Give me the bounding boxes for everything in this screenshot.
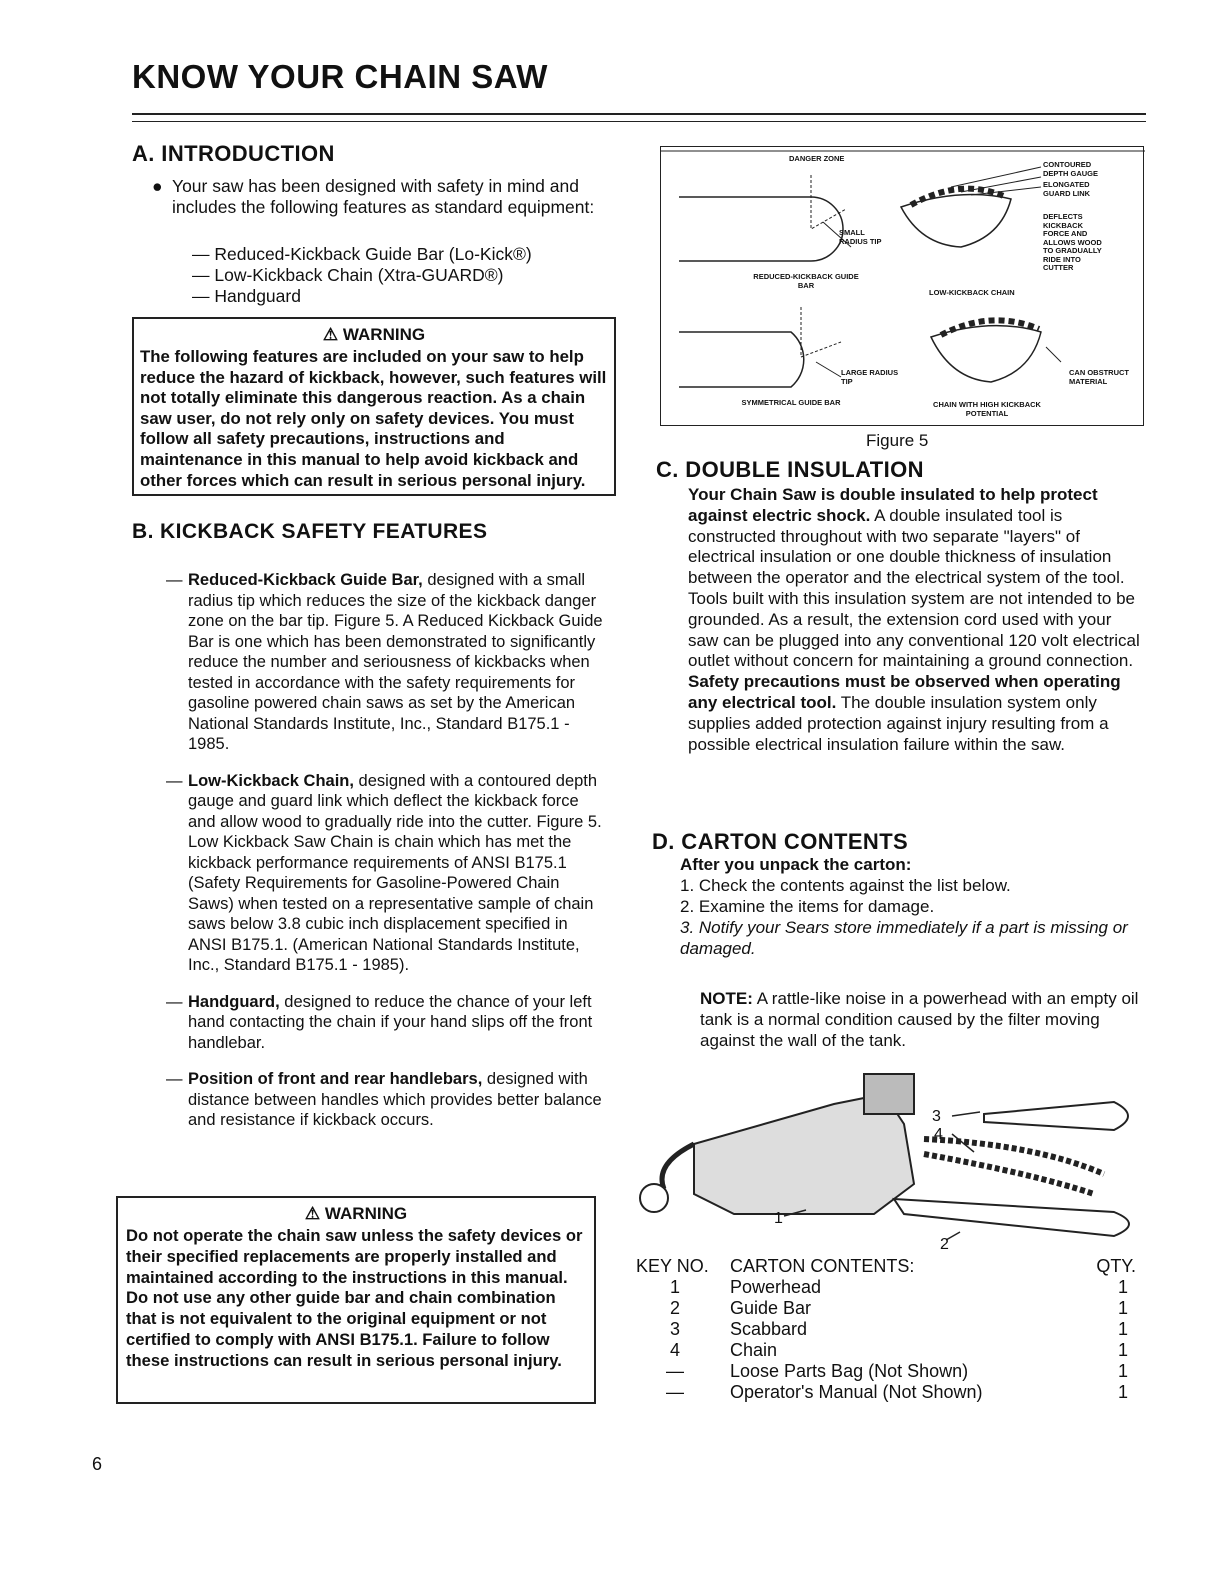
page-number: 6 [92,1454,103,1474]
label-large-radius-tip: LARGE RADIUS TIP [841,368,899,386]
key-3-label: 3 [932,1108,941,1125]
key-2-label: 2 [940,1236,949,1253]
header-carton-contents: CARTON CONTENTS: [730,1256,915,1276]
chainsaw-parts-drawing [634,1064,1144,1254]
reduced-kickback-bar-shape [679,197,843,261]
carton-table [636,1256,1136,1403]
row-key: 2 [670,1298,681,1318]
double-insulation-p2: Tools built with this insulation system are not intended to be grounded. As a result, the extension cord used with your saw can be plugged into any conventional 120 volt electrical outlet without concern for maintaining a ground connection. [688,588,1140,671]
warning-title-1: WARNING [342,325,426,344]
carton-contents-table [636,1256,1136,1403]
title-rule [132,113,1146,115]
kickback-items [166,570,608,1147]
note-label: NOTE: [700,989,753,1008]
warning-triangle-icon: ⚠ [304,1204,321,1223]
kickback-item: — Handguard, designed to reduce the chance of your left hand contacting the chain if your hand slips off the front handlebar. [166,992,593,1052]
kickback-item-text: designed with a small radius tip which reduces the size of the kickback danger zone on the bar tip. Figure 5. A Reduced Kickback Guide Bar is one which has been demonstrated to significantly reduce the number and seriousness of kickbacks when tested in accordance with the safety requirements for gasoline powered chain saws as set by the American National Standards Institute, Inc., Standard B175.1 - 1985. [188,571,603,753]
label-danger-zone: DANGER ZONE [789,154,845,163]
figure-5-caption: Figure 5 [866,431,929,450]
header-key-no: KEY NO. [636,1256,709,1276]
row-item: Loose Parts Bag (Not Shown) [730,1361,969,1381]
key-4-label: 4 [934,1126,943,1143]
carton-note [700,988,1140,1051]
double-insulation-body [688,485,1140,755]
page-title: KNOW YOUR CHAIN SAW [132,58,548,95]
title-rule-thin [132,121,1146,122]
row-qty: 1 [1117,1340,1128,1360]
row-item: Scabbard [730,1319,808,1339]
double-insulation-p3-bold: Safety precautions must be observed when operating any electrical tool. [688,672,1121,712]
row-qty: 1 [1117,1361,1128,1381]
label-contoured-depth-gauge: CONTOURED DEPTH GAUGE [1043,160,1099,178]
guide-bar-shape [894,1199,1129,1236]
feature-item: — Low-Kickback Chain (Xtra-GUARD®) [192,265,504,285]
bullet-icon: ● [152,176,163,196]
label-can-obstruct: CAN OBSTRUCT MATERIAL [1069,368,1129,386]
feature-item: — Reduced-Kickback Guide Bar (Lo-Kick®) [192,244,532,264]
figure-5 [660,146,1144,426]
table-row [636,1298,1136,1319]
table-header-row [636,1256,1136,1277]
kickback-item-lead: Low-Kickback Chain, [188,771,354,790]
label-low-kickback-chain: LOW-KICKBACK CHAIN [929,288,1015,297]
double-insulation-p3-text: The double insulation system only supplies added protection against injury resulting from a possible electrical insulation failure within the saw. [688,692,1109,754]
warning-title-2: WARNING [324,1204,408,1223]
row-qty: 1 [1117,1382,1128,1402]
feature-item: — Handguard [192,286,301,306]
label-reduced-kickback-guide-bar: REDUCED-KICKBACK GUIDE BAR [753,272,859,290]
kickback-item-lead: Reduced-Kickback Guide Bar, [188,571,423,589]
kickback-item-lead: Position of front and rear handlebars, [188,1070,483,1088]
double-insulation-p3 [688,672,1140,755]
kickback-item: — Reduced-Kickback Guide Bar, designed with a small radius tip which reduces the size of the kickback danger zone on the bar tip. Figure 5. A Reduced Kickback Guide Bar is one which has been demonstrated to significantly reduce the number and seriousness of kickbacks when tested in accordance with the safety requirements for gasoline powered chain saws as set by the American National Standards Institute, Inc., Standard B175.1 - 1985. [166,571,603,753]
key-1-label: 1 [774,1210,783,1227]
row-key: 3 [670,1319,681,1339]
table-row [636,1361,1136,1382]
row-qty: 1 [1117,1277,1128,1297]
label-deflects-kickback: DEFLECTS KICKBACK FORCE AND ALLOWS WOOD TO GRADUALLY RIDE INTO CUTTER [1043,212,1102,272]
row-key: — [666,1361,684,1381]
carton-step: 1. Check the contents against the list below. [680,876,1011,895]
carton-illustration [634,1064,1144,1254]
double-insulation-heading: C. DOUBLE INSULATION [656,457,924,482]
row-key: 1 [670,1277,681,1297]
double-insulation-p1-bold: Your Chain Saw is double insulated to help protect against electric shock. [688,485,1098,525]
row-item: Chain [730,1340,778,1360]
carton-subheading: After you unpack the carton: [680,855,912,874]
carton-step: 3. Notify your Sears store immediately if a part is missing or damaged. [680,918,1128,958]
warning-text-2: Do not operate the chain saw unless the safety devices or their specified replacements are properly installed and maintained according to the instructions in this manual. Do not use any other guide bar and chain combination that is not equivalent to the original equipment or not certified to comply with ANSI B175.1. Failure to follow these instructions can result in serious personal injury. [126,1226,583,1370]
table-row [636,1340,1136,1361]
row-item: Guide Bar [730,1298,812,1318]
warning-box-1 [132,317,616,496]
kickback-item-text: designed with a contoured depth gauge and guard link which deflect the kickback force and allow wood to gradually ride into the cutter. Figure 5. Low Kickback Saw Chain is chain which has met the kickback performance requirements of ANSI B175.1 (Safety Requirements for Gasoline-Powered Chain Saws) when tested on a representative sample of chain saws below 3.8 cubic inch displacement specified in ANSI B175.1. (American National Standards Institute, Inc., Standard B175.1 - 1985). [188,771,602,974]
introduction-bullet-text: Your saw has been designed with safety in mind and includes the following features as standard equipment: [172,176,595,217]
kickback-item-text: designed to reduce the chance of your left hand contacting the chain if your hand slips off the front handlebar. [188,992,593,1052]
row-key: 4 [670,1340,681,1360]
table-row [636,1382,1136,1403]
kickback-item: — Position of front and rear handlebars, designed with distance between handles which provides better balance and resistance if kickback occurs. [166,1070,602,1129]
label-elongated-guard-link: ELONGATED GUARD LINK [1043,180,1091,198]
introduction-bullet [152,176,618,218]
row-item: Powerhead [730,1277,822,1297]
high-kickback-chain-shape [931,326,1041,382]
header-qty: QTY. [1096,1256,1136,1276]
kickback-item-text: designed with distance between handles which provides better balance and resistance if kickback occurs. [188,1070,602,1129]
warning-text-1: The following features are included on your saw to help reduce the hazard of kickback, however, such features will not totally eliminate this dangerous reaction. As a chain saw user, do not rely only on safety devices. You must follow all safety precautions, instructions and maintenance in this manual to help avoid kickback and other forces which can result in serious personal injury. [140,347,607,490]
kickback-item: — Low-Kickback Chain, designed with a contoured depth gauge and guard link which deflect the kickback force and allow wood to gradually ride into the cutter. Figure 5. Low Kickback Saw Chain is chain which has met the kickback performance requirements of ANSI B175.1 (Safety Requirements for Gasoline-Powered Chain Saws) when tested on a representative sample of chain saws below 3.8 cubic inch displacement specified in ANSI B175.1. (American National Standards Institute, Inc., Standard B175.1 - 1985). [166,771,602,974]
label-symmetrical-guide-bar: SYMMETRICAL GUIDE BAR [741,398,841,407]
table-row [636,1277,1136,1298]
table-row [636,1319,1136,1340]
warning-triangle-icon: ⚠ [322,325,339,344]
note-text: A rattle-like noise in a powerhead with an empty oil tank is a normal condition caused by the filter moving against the wall of the tank. [700,989,1139,1050]
row-qty: 1 [1117,1319,1128,1339]
kickback-heading: B. KICKBACK SAFETY FEATURES [132,520,488,543]
carton-heading: D. CARTON CONTENTS [652,829,909,854]
warning-box-2 [116,1196,596,1404]
label-chain-high-kickback: CHAIN WITH HIGH KICKBACK POTENTIAL [933,400,1041,418]
label-small-radius-tip: SMALL RADIUS TIP [839,228,882,246]
warning-header-1 [140,325,608,345]
kickback-item-lead: Handguard, [188,992,280,1011]
row-qty: 1 [1117,1298,1128,1318]
row-key: — [666,1382,684,1402]
carton-step: 2. Examine the items for damage. [680,897,935,916]
plug-shape [640,1184,668,1212]
scabbard-shape [984,1102,1128,1130]
introduction-features [192,244,612,307]
low-kickback-chain-shape [901,195,1011,248]
warning-header-2 [126,1204,586,1224]
double-insulation-p1: A double insulated tool is constructed throughout with two separate "layers" of electrical insulation or one double thickness of insulation between the operator and the electrical system of the tool. [688,505,1125,588]
carton-instructions [680,854,1140,959]
introduction-heading: A. INTRODUCTION [132,141,335,166]
symmetrical-bar-shape [679,332,804,387]
row-item: Operator's Manual (Not Shown) [730,1382,983,1402]
